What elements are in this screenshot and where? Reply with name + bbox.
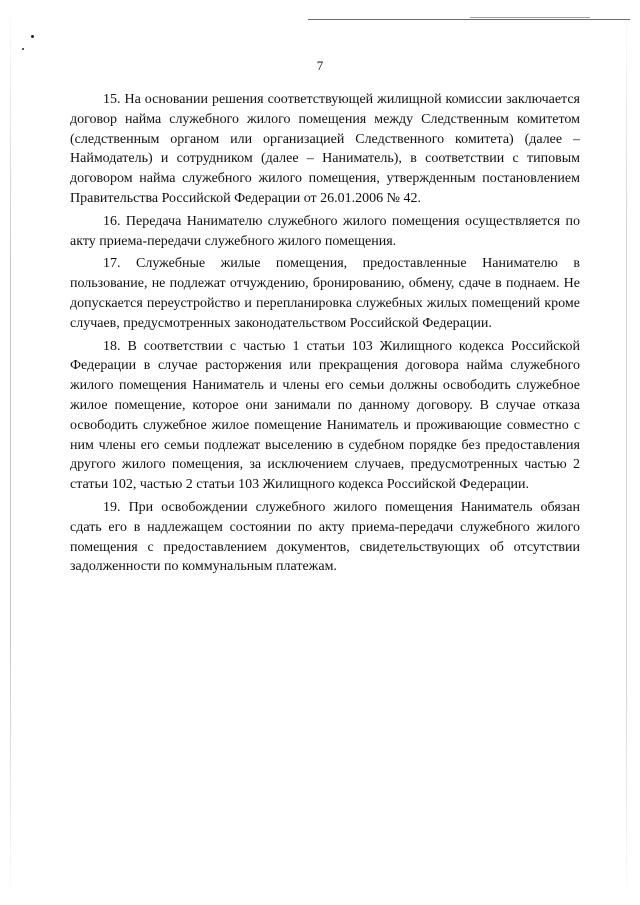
- paragraph-19: 19. При освобождении служебного жилого помещения Наниматель обязан сдать его в надлежащем состоянии по акту приема-передачи служебного жилого помещения с предоставлением документов, свидетельствующих об отсутствии задолженности по коммунальным платежам.: [70, 499, 580, 575]
- scan-speck: [31, 35, 34, 38]
- document-body: [70, 90, 580, 577]
- paragraph-15: 15. На основании решения соответствующей жилищной комиссии заключается договор найма служебного жилого помещения между Следственным комитетом (следственным органом или организацией Следственного комитета) (далее – Наймодатель) и сотрудником (далее – Наниматель), в соответствии с типовым договором найма служебного жилого помещения, утвержденным постановлением Правительства Российской Федерации от 26.01.2006 № 42.: [70, 92, 580, 206]
- scan-line-top: [308, 19, 630, 20]
- scan-speck: [22, 48, 24, 50]
- paragraph-18: 18. В соответствии с частью 1 статьи 103 Жилищного кодекса Российской Федерации в случае расторжения или прекращения договора найма служебного жилого помещения Наниматель и члены его семьи должны освободить служебное жилое помещение, которое они занимали по данному договору. В случае отказа освободить служебное жилое помещение Наниматель и проживающие совместно с ним члены его семьи подлежат выселению в судебном порядке без предоставления другого жилого помещения, за исключением случаев, предусмотренных частью 2 статьи 102, частью 2 статьи 103 Жилищного кодекса Российской Федерации.: [70, 338, 580, 493]
- scan-line-top-short: [470, 17, 590, 18]
- page-number: 7: [316, 58, 324, 73]
- scan-right-edge: [626, 0, 627, 905]
- paragraph-17: 17. Служебные жилые помещения, предоставленные Нанимателю в пользование, не подлежат отчуждению, бронированию, обмену, сдаче в поднаем. Не допускается переустройство и перепланировка служебных жилых помещений кроме случаев, предусмотренных законодательством Российской Федерации.: [70, 256, 580, 331]
- paragraph-16: 16. Передача Нанимателю служебного жилого помещения осуществляется по акту приема-передачи служебного жилого помещения.: [70, 213, 580, 249]
- scan-left-edge: [10, 0, 11, 905]
